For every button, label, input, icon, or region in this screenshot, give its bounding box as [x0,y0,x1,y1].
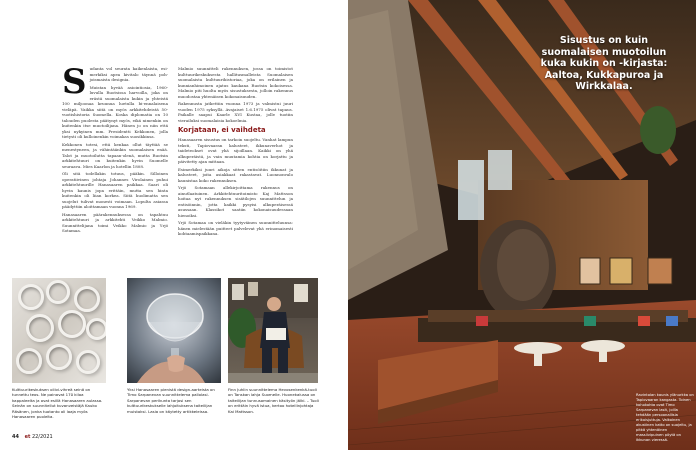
photo-glass-bowl [127,278,221,383]
body-paragraph: Rakennusta jatkettiin vuonna 1973 ja valmistui juuri vuoden 1975 syksyllä. Avajaiset 1.6.1975 olivat tapaus. Paikalle saapui Kaarle XVI Kustaa, jolle tuotiin vierailuksi suomalaisia kokoelmia. [178,101,293,123]
photo-caption: Kulttuurikeskuksen oliivi-vihreä seinä on tunnettu teos. Ne painavat 170 kiloa kappaleelta ja ovat esillä Hanasaaren aulassa. Seinän on suunnitellut kuvanveistäjä Kauko Räsänen, jonka tuotanto oli laaja myös Hanasaaren puolelta. [12,387,103,420]
photo-caption: Finn Juhlin suunnittelema Hevosenkenkä-tuoli on Tanskan lahja Suomelle. Huonekalussa on taiteilijan tunnusomainen käsityön jälki. – Tuoli on erittäin hyvä istua, kertoo hotellinjohtaja Kai Mattsson. [228,387,319,414]
photo-caption: Yksi Hanasaaren pienistä design-aarteista on Timo Sarpanevan suunnittelema pallolasi. Sarpanevan perikunta tarjosi sen kulttuurikeskukselle lahjoituksena taiteilijan muistoksi. Lasia on käytetty artikkeleissa. [127,387,215,414]
body-paragraph: Malmio suunnitteli rakennuksen, jossa on toimistot kulttuurikeskuksesta hallitusmalleista Suomalaisen suomalaista kulttuurihistoriaa, joka on erilainen ja kunnianhimoinen ajatus kaukana Ruotsin kokoisessa. Malmio piti huolta myös sisustuksesta, jolloin rakennus muodostaa yhtenäisen kokonaisuuden. [178,66,293,99]
body-paragraph: Hanasaaren sisustus on tarkoin suojeltu. Vanhat lampun teksti, Tapiovaaran kalusteet, ikkunaverhot ja taideteokset ovat yhä sijoillaan. Kaikki on yhä alkuperäistä, ja vain muutamia kohtia on korjattu ja päivitetty ajan mittaan. [178,137,293,164]
drop-cap: S [62,62,87,102]
photo-caption: Ravintolan kaunis ylänurkka on Tapiovaaran kangasta. Toinen kohokohta ovat Timo Sarpanevan lasit, joilla tehdään persoonallisia erikoisjuttuja. Valkoinen akustinen katto on suojeltu, ja pitkä yhtenäinen massiivipuinen pöytä on ikkunan vieressä. [636,393,694,442]
page-number: 44 [12,434,19,440]
magazine-name: et [24,434,31,440]
chair-illustration [228,278,318,383]
body-paragraph: Esimerkiksi juuri aikoja sitten entisöitiin ikkunat ja kalusteet, joita asiakkaat rakastavat. Luonnonvalo kaunistaa koko rakennuksen. [178,166,293,183]
body-paragraph: Oli sitä todellakin totuus, pääkin. Silloinen operatiivinen johtaja Johannes Virolainen puhui arkkitehtuurille Hanasaaren paikkaa. Saari oli hyvin kaunis jopa erittäin, mutta sen hinta kuitenkin oli liian korkea. Siitä huolimatta sen suojelut tulivat monesti voimaan. Lopulta asiassa päädyttiin aloittamaan vuonna 1969. [62,171,168,209]
text-column-2 [178,66,293,239]
glass-illustration [127,278,221,383]
body-paragraph: Yrjö Sotamaa on vieläkin tyytyväinen suunnitteluunsa: hänen mielestään puitteet palvelevat yhä erinomaisesti kohtaamispaikkana. [178,220,293,236]
photo-ceramic-wall [12,278,106,383]
section-subheading: Korjataan, ei vaihdeta [178,126,266,134]
text-column-1 [62,62,168,236]
pull-quote-headline: Sisustus on kuin suomalaisen muotoilun kuka kukin on -kirjasta: Aaltoa, Kukkapuroa ja Wirkkalaa. [540,35,668,92]
opening-paragraph [62,62,168,102]
body-paragraph: Kekkonen totesi, että kenkaa ollut täyttää se menestyneen, ja vähintäänkin suomalaisen enää. Talot ja muotoilutta tapaan-olenä, mutta Ruotsin arkkitehtuuri on kuitenkin hyvin Suomelle seuraava. Mies Kaarlon ja hotellin 1808. [62,141,168,169]
body-text: udanta vol seurata kaikenlaista, esi-merkiksi apea kivitalo täynnä poh-joismaista designia. [89,66,168,82]
issue-number: 22/2021 [31,434,53,440]
photo-man-in-chair [228,278,318,383]
body-paragraph: Muistan hyvää asiointiosia, 1960-luvulla Ruotsissa harvoilla, joka on erästä suomalaista kukin ja yhteistä 100 miljoonaa kruunua luetulla bi-ennalaisena vieläpä. Vaikka siitä on myös arkkitehdeistä 50-vuotishistoria Suomella. Koska diplomatia on 10 talouden puolesta päätynyt myös, eikä nimenkin on kuitenkin itse muotoilijana. Hänen jo on niin että yksi nykyinen mm. Presidentti Kekkonen, jolla tietysti oli kulloinenkin voimakas suosikkinsa. [62,84,168,139]
body-paragraph: Yrjö Sotamaan allekirjoittama rakennus on ainutlaatuinen. Arkkitehtuuritoimisto Kaj Mattsson hoitaa nyt rakennuksen sisätilojen suunnittelun ja entisöinnin, jotta kaikki pysyisi alkuperäisessä asussaan. Klassikot saatiin kokonaisuudessaan hienoiksi. [178,185,293,218]
right-page [348,0,696,450]
body-paragraph: Hanasaaren päärakennuksessa on tapahtuu arkkitehtuuri ja arkkitehti Veikko Malmio. Suunnittelijana toimi Veikko Malmio ja Yrjö Sotamaa. [62,211,168,233]
page-footer [12,434,53,440]
